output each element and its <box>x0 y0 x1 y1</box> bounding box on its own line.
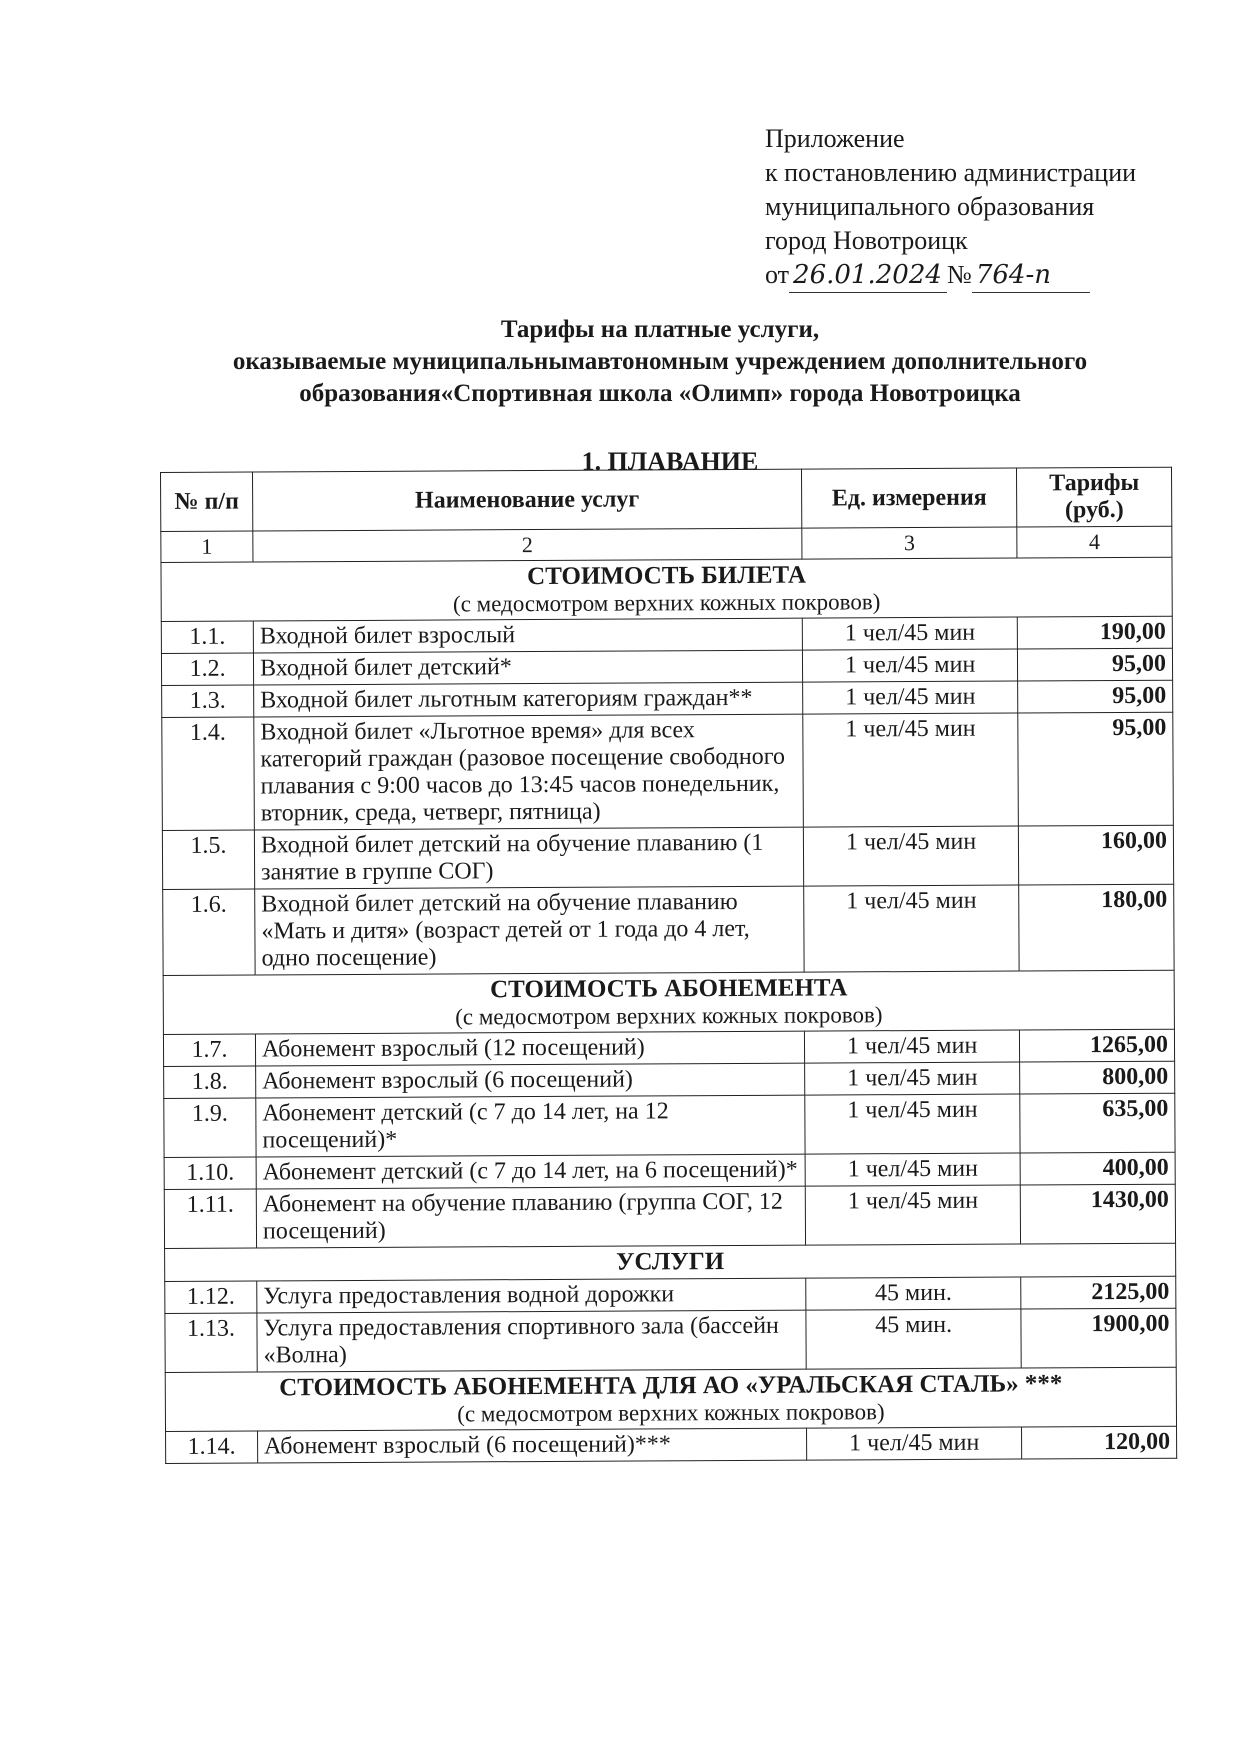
unit-of-measure: 1 чел/45 мин <box>805 1094 1021 1154</box>
group-title: УСЛУГИ <box>616 1248 725 1276</box>
table-row <box>164 1152 1175 1189</box>
header-num: № п/п <box>161 472 253 531</box>
group-header-row <box>163 970 1174 1034</box>
column-index: 1 <box>161 531 253 562</box>
service-name: Входной билет «Льготное время» для всех категорий граждан (разовое посещение свободного плавания с 9:00 часов до 13:45 часов понедельник, вторник, среда, четверг, пятница) <box>254 714 804 830</box>
unit-of-measure: 1 чел/45 мин <box>803 826 1019 886</box>
row-number: 1.12. <box>165 1281 257 1313</box>
number-label: № <box>947 260 972 289</box>
service-name: Входной билет детский на обучение плаванию «Мать и дитя» (возраст детей от 1 года до 4 лет, одно посещение) <box>255 886 804 975</box>
service-name: Абонемент взрослый (12 посещений) <box>255 1031 804 1066</box>
service-name: Входной билет детский на обучение плаванию (1 занятие в группе СОГ) <box>254 827 803 889</box>
tariff-price: 635,00 <box>1020 1093 1175 1153</box>
table-row <box>165 1276 1176 1313</box>
table-row <box>165 1308 1176 1372</box>
table-row <box>162 680 1173 717</box>
row-number: 1.8. <box>164 1066 256 1098</box>
tariff-price: 190,00 <box>1018 616 1173 649</box>
tariff-table <box>160 467 1177 1464</box>
column-index: 3 <box>802 527 1017 559</box>
group-header-row <box>165 1243 1176 1281</box>
row-number: 1.11. <box>164 1189 256 1248</box>
appendix-line: Приложение <box>765 124 905 153</box>
tariff-price: 160,00 <box>1019 825 1174 885</box>
tariff-price: 800,00 <box>1020 1061 1175 1094</box>
row-number: 1.6. <box>163 889 255 975</box>
unit-of-measure: 1 чел/45 мин <box>803 681 1018 714</box>
handwritten-number: 764-п <box>972 258 1090 293</box>
service-name: Входной билет взрослый <box>253 618 802 653</box>
unit-of-measure: 1 чел/45 мин <box>802 649 1017 682</box>
table-row <box>164 1184 1175 1248</box>
table-row <box>162 712 1174 830</box>
unit-of-measure: 1 чел/45 мин <box>803 713 1019 827</box>
row-number: 1.13. <box>165 1313 257 1372</box>
column-index: 4 <box>1017 526 1172 558</box>
appendix-date-line <box>765 258 1136 293</box>
table-row <box>163 1029 1174 1066</box>
table-row <box>162 825 1173 889</box>
group-title: СТОИМОСТЬ БИЛЕТА <box>527 561 807 591</box>
service-name: Входной билет детский* <box>253 650 802 685</box>
table-row <box>164 1061 1175 1098</box>
header-unit: Ед. измерения <box>801 468 1017 528</box>
appendix-line: к постановлению администрации <box>765 158 1137 187</box>
tariff-price: 180,00 <box>1019 884 1174 971</box>
title-line: образования«Спортивная школа «Олимп» города Новотроицка <box>299 380 1021 407</box>
tariff-price: 1900,00 <box>1021 1308 1176 1368</box>
tariff-price: 95,00 <box>1018 680 1173 713</box>
group-subtitle: (с медосмотром верхних кожных покровов) <box>455 1002 883 1030</box>
row-number: 1.14. <box>166 1431 258 1463</box>
group-header-row <box>165 1367 1176 1431</box>
unit-of-measure: 1 чел/45 мин <box>805 1062 1020 1095</box>
row-number: 1.1. <box>161 621 253 653</box>
group-subtitle: (с медосмотром верхних кожных покровов) <box>452 589 881 617</box>
group-header-cell <box>163 970 1174 1034</box>
title-line: Тарифы на платные услуги, <box>500 316 820 343</box>
tariff-table-body <box>161 557 1177 1463</box>
table-row <box>161 616 1172 653</box>
title-line: оказываемые муниципальнымавтономным учреждением дополнительного <box>232 348 1088 375</box>
appendix-line: муниципального образования <box>765 192 1095 221</box>
group-header-cell <box>161 557 1172 621</box>
group-title: СТОИМОСТЬ АБОНЕМЕНТА ДЛЯ АО «УРАЛЬСКАЯ СТАЛЬ» *** <box>279 1370 1063 1402</box>
tariff-price: 2125,00 <box>1021 1276 1176 1309</box>
from-label: от <box>765 260 790 289</box>
column-index: 2 <box>253 528 802 562</box>
unit-of-measure: 1 чел/45 мин <box>802 617 1017 650</box>
handwritten-date: 26.01.2024 <box>789 258 947 293</box>
service-name: Абонемент детский (с 7 до 14 лет, на 12 посещений)* <box>256 1095 805 1157</box>
appendix-line: город Новотроицк <box>765 226 968 255</box>
header-name: Наименование услуг <box>253 469 802 531</box>
row-number: 1.4. <box>162 717 255 830</box>
row-number: 1.10. <box>164 1157 256 1189</box>
group-header-row <box>161 557 1172 621</box>
group-header-cell <box>165 1367 1176 1431</box>
table-row <box>164 1093 1175 1157</box>
unit-of-measure: 1 чел/45 мин <box>805 1185 1021 1245</box>
tariff-price: 95,00 <box>1018 712 1173 826</box>
group-header-cell <box>165 1243 1176 1281</box>
tariff-price: 1265,00 <box>1020 1029 1175 1062</box>
table-row <box>166 1426 1177 1463</box>
unit-of-measure: 45 мин. <box>806 1309 1022 1369</box>
section-title: 1. ПЛАВАНИЕ <box>581 447 759 476</box>
table-header-row <box>161 467 1172 531</box>
service-name: Абонемент на обучение плаванию (группа СОГ, 12 посещений) <box>256 1186 805 1248</box>
service-name: Абонемент взрослый (6 посещений) <box>256 1063 805 1098</box>
row-number: 1.9. <box>164 1098 256 1157</box>
unit-of-measure: 1 чел/45 мин <box>804 1030 1019 1063</box>
service-name: Входной билет льготным категориям граждан** <box>254 682 803 717</box>
unit-of-measure: 1 чел/45 мин <box>805 1153 1020 1186</box>
service-name: Абонемент взрослый (6 посещений)*** <box>258 1428 807 1463</box>
table-row <box>161 648 1172 685</box>
group-subtitle: (с медосмотром верхних кожных покровов) <box>457 1399 885 1427</box>
header-price: Тарифы (руб.) <box>1017 467 1172 527</box>
unit-of-measure: 1 чел/45 мин <box>806 1427 1021 1460</box>
tariff-price: 95,00 <box>1018 648 1173 681</box>
unit-of-measure: 1 чел/45 мин <box>804 885 1020 972</box>
row-number: 1.3. <box>162 685 254 717</box>
tariff-price: 120,00 <box>1022 1426 1177 1459</box>
service-name: Абонемент детский (с 7 до 14 лет, на 6 посещений)* <box>256 1154 805 1189</box>
service-name: Услуга предоставления водной дорожки <box>257 1278 806 1313</box>
service-name: Услуга предоставления спортивного зала (бассейн «Волна) <box>257 1310 806 1372</box>
table-row <box>163 884 1174 975</box>
group-title: СТОИМОСТЬ АБОНЕМЕНТА <box>489 974 848 1004</box>
row-number: 1.7. <box>163 1034 255 1066</box>
document-title <box>160 314 1160 410</box>
row-number: 1.5. <box>162 830 254 889</box>
unit-of-measure: 45 мин. <box>806 1277 1021 1310</box>
tariff-price: 1430,00 <box>1021 1184 1176 1244</box>
row-number: 1.2. <box>161 653 253 685</box>
tariff-price: 400,00 <box>1020 1152 1175 1185</box>
appendix-block <box>765 122 1136 293</box>
